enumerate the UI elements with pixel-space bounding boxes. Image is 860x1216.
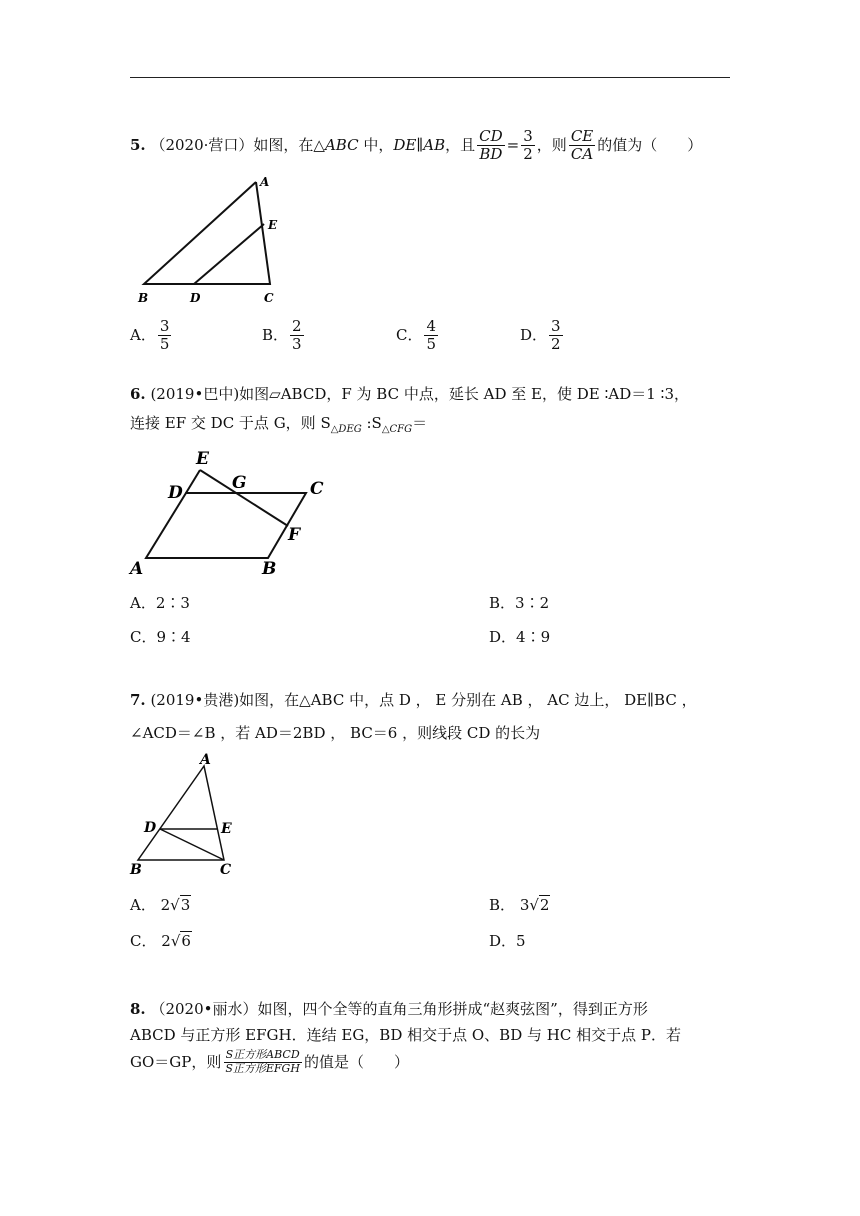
denominator: 3 xyxy=(292,335,302,354)
question-text: 的值是（ ） xyxy=(303,1052,409,1071)
label-b: B xyxy=(138,291,149,305)
fraction-3-2 xyxy=(521,128,535,164)
question-8 xyxy=(130,996,730,1076)
q6-option-a[interactable]: A．2∶3 xyxy=(130,594,190,612)
segment-de xyxy=(194,224,264,284)
numerator: 3 xyxy=(551,317,561,335)
fraction-ce-ca xyxy=(569,128,595,164)
question-text: ＝ xyxy=(412,413,428,432)
option-label: D． xyxy=(520,325,548,344)
label-a: A xyxy=(260,175,270,189)
option-label: C． xyxy=(396,325,423,344)
subscript: △CFG xyxy=(381,423,413,435)
fraction-cd-bd xyxy=(477,128,505,164)
math-var: AB xyxy=(423,135,446,154)
q6-option-b[interactable]: B．3∶2 xyxy=(489,594,550,612)
denominator: BD xyxy=(479,145,503,164)
denominator: CA xyxy=(570,145,594,164)
numerator: CD xyxy=(479,127,503,145)
question-text: 的值为（ ） xyxy=(597,135,703,154)
denominator: 2 xyxy=(523,145,533,164)
label-b: B xyxy=(130,862,142,878)
denominator: S正方形EFGH xyxy=(225,1062,300,1075)
coefficient: 3 xyxy=(519,896,530,914)
header-rule xyxy=(130,77,730,78)
question-text: (2019•贵港)如图，在△ABC 中，点 D ， E 分别在 AB ， AC 边上， DE∥BC ， xyxy=(150,691,697,709)
label-a: A xyxy=(130,559,144,578)
segment-de xyxy=(186,470,200,493)
question-text: ，则 xyxy=(536,135,567,154)
label-b: B xyxy=(262,559,277,578)
label-d: D xyxy=(144,820,157,836)
fraction-square-areas xyxy=(223,1049,302,1075)
question-number: 5. xyxy=(130,135,146,154)
q6-figure xyxy=(128,448,338,578)
radicand: 3 xyxy=(180,896,191,914)
question-text: :S xyxy=(361,413,382,432)
label-e: E xyxy=(221,821,232,837)
q7-option-b[interactable] xyxy=(489,894,550,915)
option-label: D． xyxy=(489,932,517,950)
question-6 xyxy=(130,380,730,439)
label-d: D xyxy=(190,291,201,305)
label-c: C xyxy=(220,862,232,878)
numerator: 3 xyxy=(159,317,170,335)
triangle-abc xyxy=(138,766,224,860)
q7-option-c[interactable] xyxy=(130,930,192,951)
question-text: ∠ACD＝∠B ，若 AD＝2BD ， BC＝6 ，则线段 CD 的长为 xyxy=(130,723,541,742)
segment-dc xyxy=(160,829,224,860)
question-5 xyxy=(130,128,730,164)
label-e: E xyxy=(196,449,209,469)
option-label: A． xyxy=(130,896,156,914)
radicand: 2 xyxy=(539,896,550,914)
denominator: 2 xyxy=(551,335,561,354)
label-e: E xyxy=(268,218,278,232)
sqrt: √6 xyxy=(170,932,191,950)
question-text: ABCD 与正方形 EFGH．连结 EG，BD 相交于点 O、BD 与 HC 相交于点 P．若 xyxy=(130,1026,681,1045)
question-text: ，且 xyxy=(445,135,476,154)
label-d: D xyxy=(168,483,183,503)
question-text: 如图，在△ xyxy=(253,135,325,154)
question-number: 7. xyxy=(130,691,146,709)
q7-figure xyxy=(128,750,248,880)
sqrt: √2 xyxy=(529,896,550,914)
question-number: 6. xyxy=(130,385,146,403)
numerator: 2 xyxy=(292,317,302,335)
q5-option-b[interactable] xyxy=(262,318,306,354)
math-var: ABC xyxy=(324,135,359,154)
coefficient: 2 xyxy=(160,896,171,914)
label-c: C xyxy=(264,291,274,305)
numerator: 4 xyxy=(426,317,437,335)
q5-option-c[interactable] xyxy=(396,318,440,354)
option-label: A． xyxy=(130,325,156,344)
option-label: B． xyxy=(262,325,289,344)
numerator: S正方形ABCD xyxy=(225,1048,300,1062)
radicand: 6 xyxy=(181,932,191,950)
question-number: 8. xyxy=(130,1000,146,1018)
numerator: CE xyxy=(570,127,594,145)
label-a: A xyxy=(200,752,211,768)
question-text: GO＝GP，则 xyxy=(130,1052,222,1071)
subscript: △DEG xyxy=(330,423,362,435)
option-value: 5 xyxy=(516,932,526,950)
math-symbol: = xyxy=(506,135,520,154)
denominator: 5 xyxy=(159,335,170,354)
question-text: （2020•丽水）如图，四个全等的直角三角形拼成“赵爽弦图”，得到正方形 xyxy=(150,1000,648,1018)
option-label: B． xyxy=(489,896,516,914)
denominator: 5 xyxy=(426,335,437,354)
q6-option-c[interactable]: C．9∶4 xyxy=(130,628,191,646)
math-symbol: ∥ xyxy=(416,135,424,154)
q5-option-a[interactable] xyxy=(130,318,173,354)
question-7 xyxy=(130,686,730,747)
q6-option-d[interactable]: D．4∶9 xyxy=(489,628,551,646)
math-var: DE xyxy=(393,135,417,154)
question-text: (2019•巴中)如图▱ABCD，F 为 BC 中点，延长 AD 至 E，使 DE ∶AD＝1 ∶3， xyxy=(150,385,689,403)
q5-figure xyxy=(130,172,290,312)
q7-option-a[interactable] xyxy=(130,894,191,915)
option-label: C． xyxy=(130,932,157,950)
triangle-abc xyxy=(144,182,270,284)
sqrt: √3 xyxy=(170,896,191,914)
q7-option-d[interactable] xyxy=(489,930,526,951)
question-source: （2020·营口） xyxy=(150,135,254,154)
question-text: 连接 EF 交 DC 于点 G，则 S xyxy=(130,413,331,432)
label-f: F xyxy=(288,525,301,545)
coefficient: 2 xyxy=(161,932,171,950)
label-g: G xyxy=(232,473,247,493)
question-text: 中， xyxy=(358,135,394,154)
label-c: C xyxy=(310,479,324,499)
numerator: 3 xyxy=(523,127,533,145)
q5-option-d[interactable] xyxy=(520,318,565,354)
